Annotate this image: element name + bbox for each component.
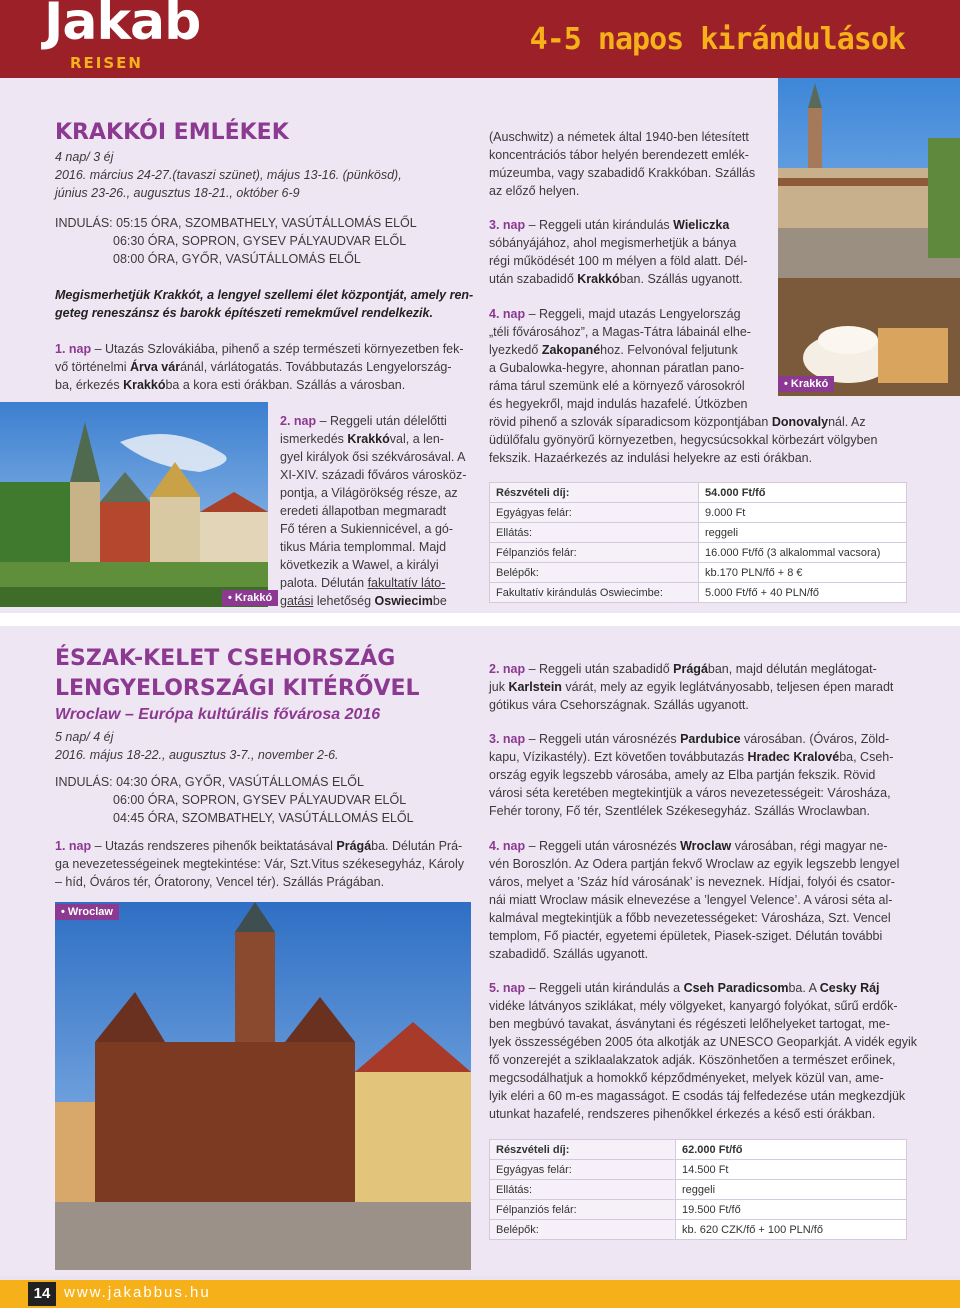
table-row [490,1200,907,1220]
krakow-square-photo-image [778,78,960,396]
cseh-day2: juk Karlstein várát, mely az egyik leglátványosabb, teljesen épen maradt [489,680,894,694]
table-row [490,1160,907,1180]
cseh-day5: fő vonzerejét a sziklaalakzatok adják. Köszönhetően a természet erőinek, [489,1053,896,1067]
table-cell: Részvételi díj: [490,483,699,503]
table-cell: 14.500 Ft [676,1160,907,1180]
krakko-day2: (Auschwitz) a németek által 1940-ben létesített [489,130,749,144]
krakko-day2: ismerkedés Krakkóval, a len- [280,432,444,446]
cseh-day4: kalmával megtekintjük a főbb nevezetességeket: Városháza, Szt. Vencel [489,911,891,925]
krakko-day2: Fő téren a Sukiennicével, a gó- [280,522,454,536]
table-row [490,523,907,543]
cseh-day5: megcsodálhatjuk a homokkő képződményeket, melyek közül van, ame- [489,1071,884,1085]
krakko-price-table [489,482,907,603]
krakko-intro: geteg reneszánsz és barokk építészeti remekművel rendelkezik. [55,306,433,320]
table-cell: 9.000 Ft [699,503,907,523]
krakko-day4: a Gubalowka-hegyre, ahonnan páratlan pano- [489,361,745,375]
cseh-day4: vén Boroszlón. Az Odera partján fekvő Wroclaw az egyik legszebb lengyel [489,857,900,871]
cseh-day3: kapu, Vízikastély). Ezt követően továbbutazás Hradec Kralovéba, Cseh- [489,750,894,764]
krakko-day2: pontja, a Világörökség része, az [280,486,458,500]
krakko-day2: tikus Mária templommal. Majd [280,540,447,554]
table-cell: Részvételi díj: [490,1140,676,1160]
cseh-title: ÉSZAK-KELET CSEHORSZÁG [55,646,396,671]
table-cell: 5.000 Ft/fő + 40 PLN/fő [699,583,907,603]
krakko-departure: 08:00 ÓRA, GYŐR, VASÚTÁLLOMÁS ELŐL [113,252,361,266]
cseh-day5: 5. nap – Reggeli után kirándulás a Cseh Paradicsomba. A Cesky Ráj [489,981,880,995]
krakko-day4: üdülőfalu gyönyörű környezetben, hegycsúcsokkal körbezárt völgyben [489,433,878,447]
cseh-title: LENGYELORSZÁGI KITÉRŐVEL [55,676,420,701]
cseh-day4: város, melyet a ’Száz híd városának’ is neveznek. Hídjai, folyói és csator- [489,875,895,889]
krakko-day2: 2. nap – Reggeli után délelőtti [280,414,447,428]
cseh-day2: 2. nap – Reggeli után szabadidő Prágában, majd délután meglátogat- [489,662,877,676]
krakko-day2: palota. Délután fakultatív láto- [280,576,446,590]
cseh-departure: 06:00 ÓRA, SOPRON, GYSEV PÁLYAUDVAR ELŐL [113,793,407,807]
cseh-day5: vidéke látványos sziklákat, mély völgyeket, kanyargó folyókat, sűrű erdők- [489,999,898,1013]
wawel-photo-image [0,402,268,607]
krakko-duration: 4 nap/ 3 éj [55,150,114,164]
table-cell: Belépők: [490,563,699,583]
table-cell: reggeli [699,523,907,543]
krakko-day2: koncentrációs tábor helyén berendezett emlék- [489,148,749,162]
krakko-day4: 4. nap – Reggeli, majd utazás Lengyelország [489,307,741,321]
table-cell: 19.500 Ft/fő [676,1200,907,1220]
krakko-day2: az előző helyen. [489,184,580,198]
table-row [490,1140,907,1160]
table-cell: 16.000 Ft/fő (3 alkalommal vacsora) [699,543,907,563]
krakko-day1: ba, érkezés Krakkóba a kora esti órákban. Szállás a városban. [55,378,406,392]
photo-caption-badge: • Wroclaw [55,904,119,920]
krakko-day2: múzeumba, vagy szabadidő Krakkóban. Szállás [489,166,756,180]
krakow-square-photo [778,78,960,396]
krakko-day2: gatási lehetőség Oswiecimbe [280,594,447,608]
cseh-day4: 4. nap – Reggeli után városnézés Wroclaw városában, régi magyar ne- [489,839,888,853]
krakko-departure: 06:30 ÓRA, SOPRON, GYSEV PÁLYAUDVAR ELŐL [113,234,407,248]
table-row [490,1180,907,1200]
section-divider [0,613,960,626]
cseh-duration: 5 nap/ 4 éj [55,730,114,744]
page-header [0,0,960,78]
cseh-day2: gótikus vára Csehországnak. Szállás ugyanott. [489,698,749,712]
krakko-day3: után szabadidő Krakkóban. Szállás ugyanott. [489,272,743,286]
krakko-day2: eredeti állapotban megmaradt [280,504,447,518]
cseh-day4: templom, Fő piactér, egyetemi épületek, Piasek-sziget. Délután további [489,929,883,943]
krakko-intro: Megismerhetjük Krakkót, a lengyel szellemi élet központját, amely ren- [55,288,474,302]
cseh-dates: 2016. május 18-22., augusztus 3-7., november 2-6. [55,748,339,762]
table-row [490,483,907,503]
table-row [490,543,907,563]
table-cell: 62.000 Ft/fő [676,1140,907,1160]
table-row [490,1220,907,1240]
krakko-day1: vő történelmi Árva váránál, várlátogatás. Továbbutazás Lengyelország- [55,360,452,374]
page-number: 14 [28,1282,56,1306]
cseh-day3: 3. nap – Reggeli után városnézés Pardubice városában. (Óváros, Zöld- [489,732,890,746]
krakko-dates: 2016. március 24-27.(tavaszi szünet), május 13-16. (pünkösd), [55,168,402,182]
krakko-day4: és hegyekről, majd indulás hazafelé. Útközben [489,397,748,411]
krakko-day4: rövid pihenő a szlovák síparadicsom központjában Donovalynál. Az [489,415,866,429]
cseh-day5: utunkat hazafelé, rendszeres pihenőkkel érkezés a késő esti órákban. [489,1107,876,1121]
wroclaw-photo-image [55,902,471,1270]
cseh-day3: városi séta keretében megtekintjük a város nevezetességeit: Városháza, [489,786,891,800]
cseh-day1: 1. nap – Utazás rendszeres pihenők beiktatásával Prágába. Délután Prá- [55,839,463,853]
wawel-photo [0,402,268,607]
cseh-subtitle: Wroclaw – Európa kultúrális fővárosa 2016 [55,706,381,723]
table-row [490,503,907,523]
cseh-departure: INDULÁS: 04:30 ÓRA, GYŐR, VASÚTÁLLOMÁS ELŐL [55,775,364,789]
cseh-price-table [489,1139,907,1240]
table-cell: 54.000 Ft/fő [699,483,907,503]
cseh-day1: – híd, Óváros tér, Óratorony, Vencel tér). Szállás Prágában. [55,875,385,889]
krakko-day3: sóbányájához, ahol megismerhetjük a bánya [489,236,737,250]
photo-caption-badge: • Krakkó [778,376,834,392]
cseh-day3: ország egyik legszebb városába, amely az Elba partján fekszik. Rövid [489,768,876,782]
cseh-departure: 04:45 ÓRA, SZOMBATHELY, VASÚTÁLLOMÁS ELŐL [113,811,414,825]
table-cell: kb.170 PLN/fő + 8 € [699,563,907,583]
krakko-day2: gyel királyok ősi székvárosával. A [280,450,466,464]
photo-caption-badge: • Krakkó [222,590,278,606]
krakko-day4: fekszik. Hazaérkezés az indulási helyekre az esti órákban. [489,451,813,465]
krakko-day3: régi működését 100 m mélyen a föld alatt. Dél- [489,254,748,268]
cseh-day5: ben megbúvó tavakat, ásványtani és régészeti lelőhelyeket tartogat, me- [489,1017,890,1031]
table-cell: Egyágyas felár: [490,503,699,523]
krakko-day1: 1. nap – Utazás Szlovákiába, pihenő a szép természeti környezetben fek- [55,342,464,356]
table-cell: Félpanziós felár: [490,1200,676,1220]
krakko-title: KRAKKÓI EMLÉKEK [55,120,289,145]
krakko-day2: XI-XIV. századi főváros városköz- [280,468,467,482]
cseh-day3: Fehér torony, Fő tér, Szentlélek Székesegyház. Szállás Wroclawban. [489,804,870,818]
table-cell: kb. 620 CZK/fő + 100 PLN/fő [676,1220,907,1240]
table-cell: Fakultatív kirándulás Oswiecimbe: [490,583,699,603]
krakko-dates: június 23-26., augusztus 18-21., október 6-9 [55,186,300,200]
krakko-day4: „téli fővárosához”, a Magas-Tátra lábainál elhe- [489,325,751,339]
table-cell: Félpanziós felár: [490,543,699,563]
cseh-day4: szabadidő. Szállás ugyanott. [489,947,649,961]
table-cell: Ellátás: [490,523,699,543]
cseh-day5: lyek összességében 2005 óta alkotják az UNESCO Geoparkját. A vidék egyik [489,1035,918,1049]
logo: Jakab [44,0,201,52]
krakko-day4: ráma tárul szemünk elé a környező városokról [489,379,745,393]
cseh-day5: lyik eléri a 60 m-es magasságot. E csodás táj felfedezése után megkezdjük [489,1089,906,1103]
krakko-day4: lyezkedő Zakopanéhoz. Felvonóval feljutunk [489,343,738,357]
website-link[interactable]: www.jakabbus.hu [64,1284,211,1301]
cseh-day4: nái miatt Wroclaw másik elnevezése a ’lengyel Velence’. A városi séta al- [489,893,893,907]
krakko-day3: 3. nap – Reggeli után kirándulás Wieliczka [489,218,730,232]
page-footer [0,1280,960,1308]
table-cell: Egyágyas felár: [490,1160,676,1180]
table-cell: Ellátás: [490,1180,676,1200]
table-cell: reggeli [676,1180,907,1200]
krakko-departure: INDULÁS: 05:15 ÓRA, SZOMBATHELY, VASÚTÁLLOMÁS ELŐL [55,216,417,230]
table-row [490,583,907,603]
cseh-day1: ga nevezetességeinek megtekintése: Vár, Szt.Vitus székesegyház, Károly [55,857,465,871]
krakko-day2: következik a Wawel, a királyi [280,558,439,572]
wroclaw-photo [55,902,471,1270]
logo-subtitle: REISEN [70,54,143,72]
table-row [490,563,907,583]
table-cell: Belépők: [490,1220,676,1240]
page-title: 4-5 napos kirándulások [529,22,905,57]
